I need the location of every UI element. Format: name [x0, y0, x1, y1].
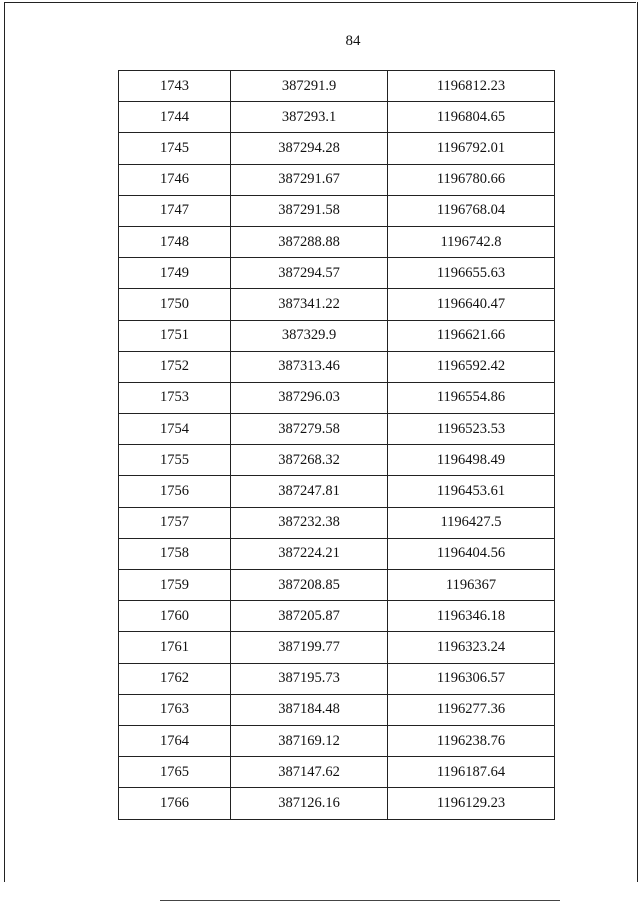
scan-border-bottom	[160, 900, 560, 901]
point-number-cell: 1755	[119, 445, 231, 476]
table-row	[119, 71, 555, 102]
x-coordinate-cell: 387232.38	[231, 507, 388, 538]
x-coordinate-cell: 387291.67	[231, 164, 388, 195]
point-number-cell: 1749	[119, 258, 231, 289]
x-coordinate-cell: 387147.62	[231, 757, 388, 788]
point-number-cell: 1759	[119, 570, 231, 601]
point-number-cell: 1750	[119, 289, 231, 320]
x-coordinate-cell: 387195.73	[231, 663, 388, 694]
y-coordinate-cell: 1196306.57	[388, 663, 555, 694]
y-coordinate-cell: 1196404.56	[388, 538, 555, 569]
point-number-cell: 1745	[119, 133, 231, 164]
x-coordinate-cell: 387313.46	[231, 351, 388, 382]
table-row	[119, 289, 555, 320]
table-row	[119, 757, 555, 788]
y-coordinate-cell: 1196453.61	[388, 476, 555, 507]
x-coordinate-cell: 387293.1	[231, 102, 388, 133]
y-coordinate-cell: 1196238.76	[388, 725, 555, 756]
x-coordinate-cell: 387208.85	[231, 570, 388, 601]
y-coordinate-cell: 1196780.66	[388, 164, 555, 195]
table-row	[119, 164, 555, 195]
y-coordinate-cell: 1196498.49	[388, 445, 555, 476]
x-coordinate-cell: 387268.32	[231, 445, 388, 476]
point-number-cell: 1747	[119, 195, 231, 226]
y-coordinate-cell: 1196742.8	[388, 226, 555, 257]
point-number-cell: 1753	[119, 382, 231, 413]
y-coordinate-cell: 1196427.5	[388, 507, 555, 538]
table-row	[119, 133, 555, 164]
x-coordinate-cell: 387247.81	[231, 476, 388, 507]
table-row	[119, 476, 555, 507]
x-coordinate-cell: 387291.58	[231, 195, 388, 226]
table-row	[119, 538, 555, 569]
x-coordinate-cell: 387291.9	[231, 71, 388, 102]
point-number-cell: 1748	[119, 226, 231, 257]
point-number-cell: 1752	[119, 351, 231, 382]
point-number-cell: 1758	[119, 538, 231, 569]
y-coordinate-cell: 1196768.04	[388, 195, 555, 226]
x-coordinate-cell: 387199.77	[231, 632, 388, 663]
table-row	[119, 788, 555, 819]
table-row	[119, 351, 555, 382]
y-coordinate-cell: 1196812.23	[388, 71, 555, 102]
coordinate-table	[118, 70, 555, 820]
y-coordinate-cell: 1196804.65	[388, 102, 555, 133]
x-coordinate-cell: 387294.28	[231, 133, 388, 164]
point-number-cell: 1765	[119, 757, 231, 788]
x-coordinate-cell: 387294.57	[231, 258, 388, 289]
y-coordinate-cell: 1196367	[388, 570, 555, 601]
x-coordinate-cell: 387279.58	[231, 414, 388, 445]
table-row	[119, 632, 555, 663]
point-number-cell: 1746	[119, 164, 231, 195]
table-row	[119, 414, 555, 445]
x-coordinate-cell: 387341.22	[231, 289, 388, 320]
table-row	[119, 226, 555, 257]
scan-border-right	[637, 2, 638, 882]
point-number-cell: 1760	[119, 601, 231, 632]
point-number-cell: 1763	[119, 694, 231, 725]
x-coordinate-cell: 387296.03	[231, 382, 388, 413]
y-coordinate-cell: 1196277.36	[388, 694, 555, 725]
point-number-cell: 1754	[119, 414, 231, 445]
point-number-cell: 1764	[119, 725, 231, 756]
point-number-cell: 1761	[119, 632, 231, 663]
x-coordinate-cell: 387126.16	[231, 788, 388, 819]
table-row	[119, 725, 555, 756]
point-number-cell: 1743	[119, 71, 231, 102]
coordinate-table-body	[119, 71, 555, 820]
x-coordinate-cell: 387224.21	[231, 538, 388, 569]
point-number-cell: 1751	[119, 320, 231, 351]
y-coordinate-cell: 1196792.01	[388, 133, 555, 164]
y-coordinate-cell: 1196554.86	[388, 382, 555, 413]
y-coordinate-cell: 1196346.18	[388, 601, 555, 632]
x-coordinate-cell: 387184.48	[231, 694, 388, 725]
scan-border-top	[4, 2, 636, 3]
table-row	[119, 382, 555, 413]
y-coordinate-cell: 1196129.23	[388, 788, 555, 819]
y-coordinate-cell: 1196523.53	[388, 414, 555, 445]
table-row	[119, 258, 555, 289]
x-coordinate-cell: 387329.9	[231, 320, 388, 351]
y-coordinate-cell: 1196323.24	[388, 632, 555, 663]
table-row	[119, 694, 555, 725]
x-coordinate-cell: 387205.87	[231, 601, 388, 632]
table-row	[119, 507, 555, 538]
y-coordinate-cell: 1196640.47	[388, 289, 555, 320]
point-number-cell: 1756	[119, 476, 231, 507]
point-number-cell: 1766	[119, 788, 231, 819]
table-row	[119, 601, 555, 632]
point-number-cell: 1744	[119, 102, 231, 133]
y-coordinate-cell: 1196592.42	[388, 351, 555, 382]
table-row	[119, 663, 555, 694]
x-coordinate-cell: 387288.88	[231, 226, 388, 257]
x-coordinate-cell: 387169.12	[231, 725, 388, 756]
table-row	[119, 320, 555, 351]
point-number-cell: 1762	[119, 663, 231, 694]
y-coordinate-cell: 1196621.66	[388, 320, 555, 351]
page-number: 84	[345, 33, 361, 49]
table-row	[119, 195, 555, 226]
table-row	[119, 445, 555, 476]
table-row	[119, 102, 555, 133]
point-number-cell: 1757	[119, 507, 231, 538]
table-row	[119, 570, 555, 601]
y-coordinate-cell: 1196655.63	[388, 258, 555, 289]
scan-border-left	[4, 2, 5, 882]
y-coordinate-cell: 1196187.64	[388, 757, 555, 788]
